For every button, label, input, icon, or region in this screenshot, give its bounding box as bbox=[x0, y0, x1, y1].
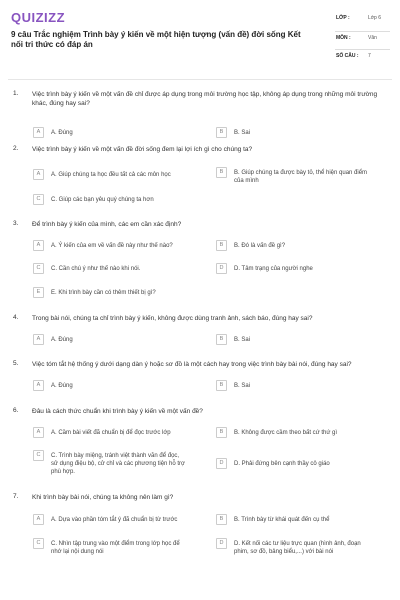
question-number: 7. bbox=[13, 493, 19, 500]
option-letter-box: A bbox=[33, 514, 44, 525]
meta-value: Lớp 6 bbox=[368, 15, 382, 21]
option-text: A. Đúng bbox=[51, 383, 73, 389]
option-text: B. Giúp chúng ta được bày tỏ, thể hiện quan điểm của mình bbox=[234, 170, 368, 184]
option-letter-box: C bbox=[33, 450, 44, 461]
option-text: E. Khi trình bày cần có thêm thiết bị gì? bbox=[51, 290, 156, 296]
question-number: 6. bbox=[13, 407, 19, 414]
header-divider bbox=[8, 79, 392, 80]
question-number: 2. bbox=[13, 145, 19, 152]
option-letter-box: D bbox=[216, 458, 227, 469]
option-text: A. Đúng bbox=[51, 130, 73, 136]
option-text: D. Phải đứng bên cạnh thầy cô giáo bbox=[234, 461, 330, 467]
option-text: B. Sai bbox=[234, 130, 251, 136]
option-text: B. Sai bbox=[234, 383, 251, 389]
option-letter-box: B bbox=[216, 334, 227, 345]
meta-row-grade bbox=[335, 12, 390, 32]
option-letter-box: C bbox=[33, 538, 44, 549]
meta-row-count bbox=[335, 50, 390, 68]
meta-key: MÔN : bbox=[336, 35, 351, 41]
option-text: B. Không được cầm theo bất cứ thứ gì bbox=[234, 430, 338, 436]
meta-key: LỚP : bbox=[336, 15, 350, 21]
option-text: C. Cần chú ý như thế nào khi nói. bbox=[51, 266, 141, 272]
question-text: Để trình bày ý kiến của mình, các em cần xác định? bbox=[32, 221, 182, 228]
option-letter-box: A bbox=[33, 240, 44, 251]
option-text: A. Cầm bài viết đã chuẩn bị để đọc trước lớp bbox=[51, 430, 171, 436]
question-number: 3. bbox=[13, 220, 19, 227]
option-letter-box: B bbox=[216, 127, 227, 138]
option-letter-box: D bbox=[216, 538, 227, 549]
option-text: A. Dựa vào phần tóm tắt ý đã chuẩn bị từ trước bbox=[51, 517, 178, 523]
meta-value: Văn bbox=[368, 35, 377, 41]
question-text: Khi trình bày bài nói, chúng ta không nên làm gì? bbox=[32, 494, 174, 501]
option-letter-box: E bbox=[33, 287, 44, 298]
option-text: C. Trình bày miệng, tránh việt thành văn để đọc, sử dụng điệu bộ, cử chỉ và các phương tiện hỗ trợ phù hợp. bbox=[51, 453, 185, 475]
worksheet-title: 9 câu Trắc nghiệm Trình bày ý kiến về một hiện tượng (vấn đề) đời sống Kết nối tri thức có đáp án bbox=[11, 30, 301, 49]
option-text: A. Đúng bbox=[51, 337, 73, 343]
option-letter-box: D bbox=[216, 263, 227, 274]
question-text: Trong bài nói, chúng ta chỉ trình bày ý kiến, không được dùng tranh ảnh, sách báo, đúng hay sai? bbox=[32, 315, 313, 322]
question-number: 4. bbox=[13, 314, 19, 321]
option-letter-box: B bbox=[216, 427, 227, 438]
option-text: C. Nhìn tập trung vào một điểm trong lớp học để nhớ lại nội dung nói bbox=[51, 541, 180, 555]
question-text: Đâu là cách thức chuẩn khi trình bày ý kiến về một vấn đề? bbox=[32, 408, 203, 415]
option-letter-box: A bbox=[33, 334, 44, 345]
option-letter-box: C bbox=[33, 194, 44, 205]
option-letter-box: A bbox=[33, 127, 44, 138]
option-letter-box: B bbox=[216, 167, 227, 178]
option-letter-box: A bbox=[33, 169, 44, 180]
option-letter-box: B bbox=[216, 380, 227, 391]
worksheet-header bbox=[8, 8, 392, 70]
option-letter-box: B bbox=[216, 240, 227, 251]
option-text: A. Giúp chúng ta học đều tất cả các môn học bbox=[51, 172, 171, 178]
option-letter-box: B bbox=[216, 514, 227, 525]
question-text: Việc trình bày ý kiến về một vấn đề đời sống đem lại lợi ích gì cho chúng ta? bbox=[32, 146, 253, 153]
option-text: B. Đó là vấn đề gì? bbox=[234, 243, 286, 249]
worksheet bbox=[8, 8, 392, 594]
meta-row-subject bbox=[335, 32, 390, 50]
option-text: A. Ý kiến của em về vấn đề này như thế nào? bbox=[51, 243, 173, 249]
option-letter-box: A bbox=[33, 427, 44, 438]
question-number: 5. bbox=[13, 360, 19, 367]
meta-table bbox=[335, 12, 390, 68]
meta-key: SỐ CÂU : bbox=[336, 53, 359, 59]
question-number: 1. bbox=[13, 90, 19, 97]
quizizz-logo: QUIZIZZ bbox=[11, 10, 66, 25]
option-text: D. Kết nối các tư liệu trực quan (hình ảnh, đoạn phim, sơ đồ, bảng biểu,...) với bài nói bbox=[234, 541, 361, 555]
question-text: Việc trình bày ý kiến về một vấn đề chỉ được áp dụng trong môi trường học tập, không áp dụng trong những môi trường khác, đúng hay sai? bbox=[32, 91, 378, 107]
option-text: B. Sai bbox=[234, 337, 251, 343]
question-text: Việc tóm tắt hệ thống ý dưới dạng dàn ý hoặc sơ đồ là một cách hay trong việc trình bày bài nói, đúng hay sai? bbox=[32, 361, 352, 368]
meta-value: 7 bbox=[368, 53, 371, 59]
option-text: C. Giúp các bạn yêu quý chúng ta hơn bbox=[51, 197, 154, 203]
option-letter-box: C bbox=[33, 263, 44, 274]
option-text: D. Tâm trạng của người nghe bbox=[234, 266, 313, 272]
option-letter-box: A bbox=[33, 380, 44, 391]
option-text: B. Trình bày từ khái quát đến cụ thể bbox=[234, 517, 330, 523]
